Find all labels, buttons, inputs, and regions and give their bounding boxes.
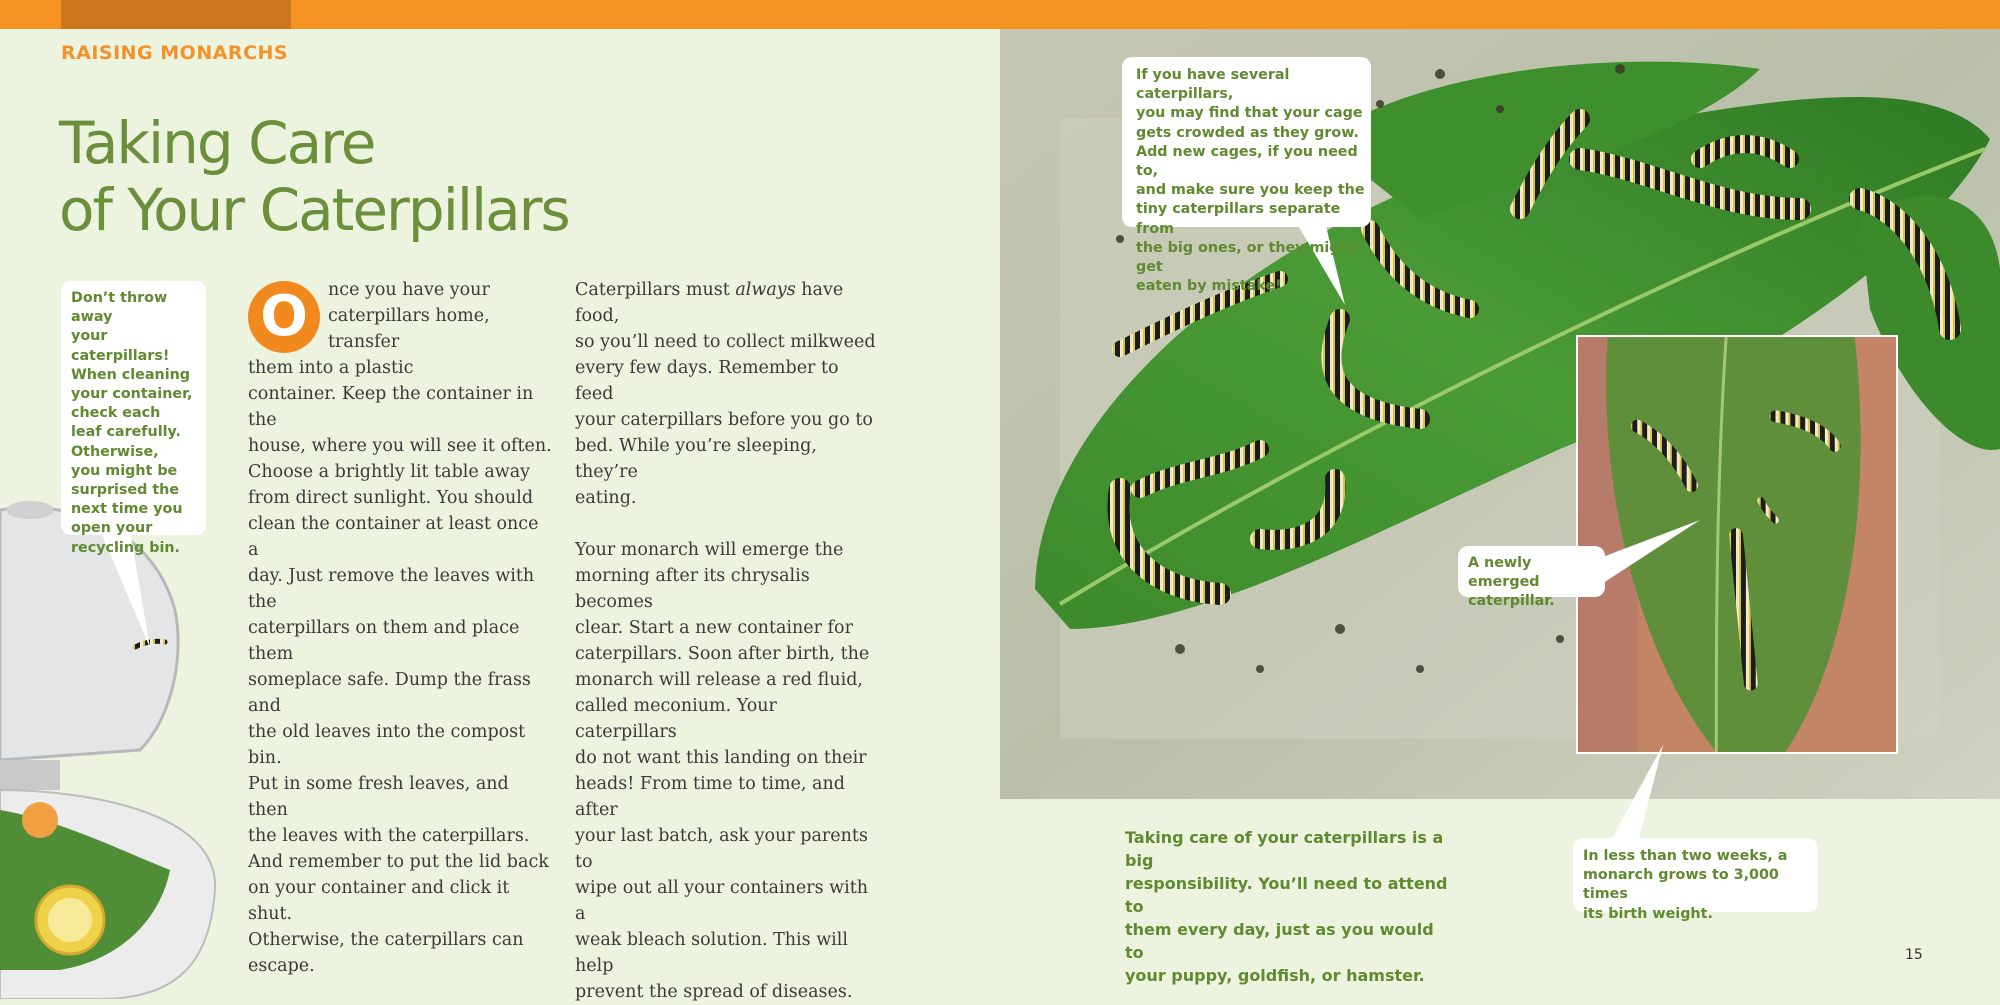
article-column-2 xyxy=(575,277,880,1005)
photo-caption: Taking care of your caterpillars is a big responsibility. You’ll need to attend to them every day, just as you would to your puppy, goldfish, or hamster. xyxy=(1125,828,1448,985)
newly-emerged-callout-text: A newly emerged caterpillar. xyxy=(1468,555,1555,610)
drop-cap: O xyxy=(248,281,320,353)
birth-weight-callout-text: In less than two weeks, a monarch grows to 3,000 times its birth weight. xyxy=(1583,848,1788,922)
sidebar-tip-text: Don’t throw away your caterpillars! When cleaning your container, check each leaf carefully. Otherwise, you might be surprised the next time you open your recycling bin. xyxy=(71,290,193,556)
article-column-2-paragraph-2: Your monarch will emerge the morning after its chrysalis becomes clear. Start a new container for caterpillars. Soon after birth, the monarch will release a red fluid, called meconium. Your caterpillars do not want this landing on their heads! From time to time, and after your last batch, ask your parents to wipe out all your containers with a weak bleach solution. This will help prevent the spread of diseases. xyxy=(575,540,870,1002)
paragraph-1-lead: Caterpillars must xyxy=(575,280,736,300)
paragraph-1-rest: have food, so you’ll need to collect milkweed every few days. Remember to feed your caterpillars before you go to bed. While you’re sleeping, they’re eating. xyxy=(575,280,876,508)
weight-callout-pointer xyxy=(1610,745,1663,842)
section-label: RAISING MONARCHS xyxy=(61,42,289,64)
newly-emerged-callout-pointer xyxy=(1600,520,1700,585)
crowded-cage-callout-text: If you have several caterpillars, you may find that your cage gets crowded as they grow. Add new cages, if you need to, and make sure you keep the tiny caterpillars separate from the big ones, or they might get eaten by mistake! xyxy=(1136,67,1365,295)
birth-weight-callout xyxy=(1573,838,1818,922)
page-title-line-1: Taking Care xyxy=(59,109,375,177)
paragraph-1-emphasis: always xyxy=(735,280,796,300)
article-column-1 xyxy=(248,277,553,979)
page-title-line-2: of Your Caterpillars xyxy=(59,176,569,244)
page-number: 15 xyxy=(1905,947,1923,963)
sidebar-tip-callout xyxy=(61,281,206,556)
newly-emerged-callout xyxy=(1458,546,1605,610)
article-column-2-paragraph-1 xyxy=(575,277,880,511)
article-intro-text: nce you have your caterpillars home, transfer them into a plastic xyxy=(248,280,490,378)
crowded-cage-callout xyxy=(1122,57,1371,295)
article-column-1-text: container. Keep the container in the house, where you will see it often. Choose a brightly lit table away from direct sunlight. You should clean the container at least once a day. Just remove the leaves with the caterpillars on them and place them someplace safe. Dump the frass and the old leaves into the compost bin. Put in some fresh leaves, and then the leaves with the caterpillars. And remember to put the lid back on your container and click it shut. Otherwise, the caterpillars can escape. xyxy=(248,384,552,976)
